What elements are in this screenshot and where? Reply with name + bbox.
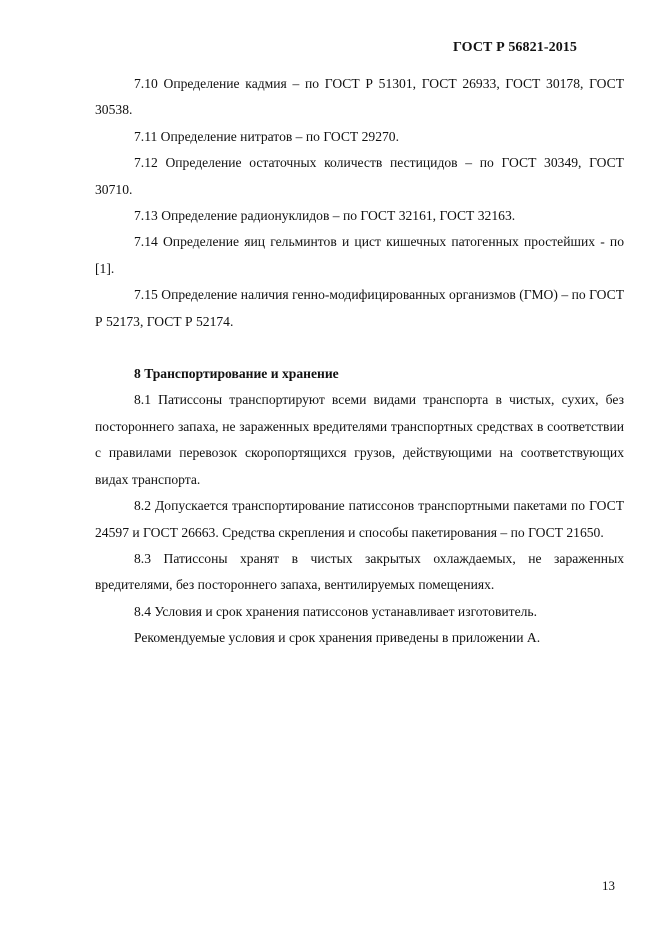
clause-8-1: 8.1 Патиссоны транспортируют всеми видами транспорта в чистых, сухих, без постороннего запаха, не зараженных вредителями транспортных средствах в соответствии с правилами перевозок скоропортящихся грузов, действующими на соответствующих видах транспорта. xyxy=(95,392,624,487)
page-number: 13 xyxy=(602,878,615,893)
clause-8-3: 8.3 Патиссоны хранят в чистых закрытых охлаждаемых, не зараженных вредителями, без постороннего запаха, вентилируемых помещениях. xyxy=(95,550,624,593)
recommendation-note: Рекомендуемые условия и срок хранения приведены в приложении А. xyxy=(134,630,541,646)
clause-7-15: 7.15 Определение наличия генно-модифицированных организмов (ГМО) – по ГОСТ Р 52173, ГОСТ Р 52174. xyxy=(95,287,624,329)
clause-7-14: 7.14 Определение яиц гельминтов и цист кишечных патогенных простейших - по [1]. xyxy=(95,234,624,276)
section-8-title: 8 Транспортирование и хранение xyxy=(134,366,339,382)
clause-8-4: 8.4 Условия и срок хранения патиссонов устанавливает изготовитель. xyxy=(134,603,538,619)
document-body xyxy=(95,71,624,652)
document-code-header: ГОСТ Р 56821-2015 xyxy=(453,40,577,55)
clause-7-11: 7.11 Определение нитратов – по ГОСТ 29270. xyxy=(134,128,400,144)
clause-8-2: 8.2 Допускается транспортирование патиссонов транспортными пакетами по ГОСТ 24597 и ГОСТ 26663. Средства скрепления и способы пакетирования – по ГОСТ 21650. xyxy=(95,498,624,540)
clause-7-13: 7.13 Определение радионуклидов – по ГОСТ 32161, ГОСТ 32163. xyxy=(134,208,516,224)
clause-7-10: 7.10 Определение кадмия – по ГОСТ Р 51301, ГОСТ 26933, ГОСТ 30178, ГОСТ 30538. xyxy=(95,76,624,118)
clause-7-12: 7.12 Определение остаточных количеств пестицидов – по ГОСТ 30349, ГОСТ 30710. xyxy=(95,155,624,197)
